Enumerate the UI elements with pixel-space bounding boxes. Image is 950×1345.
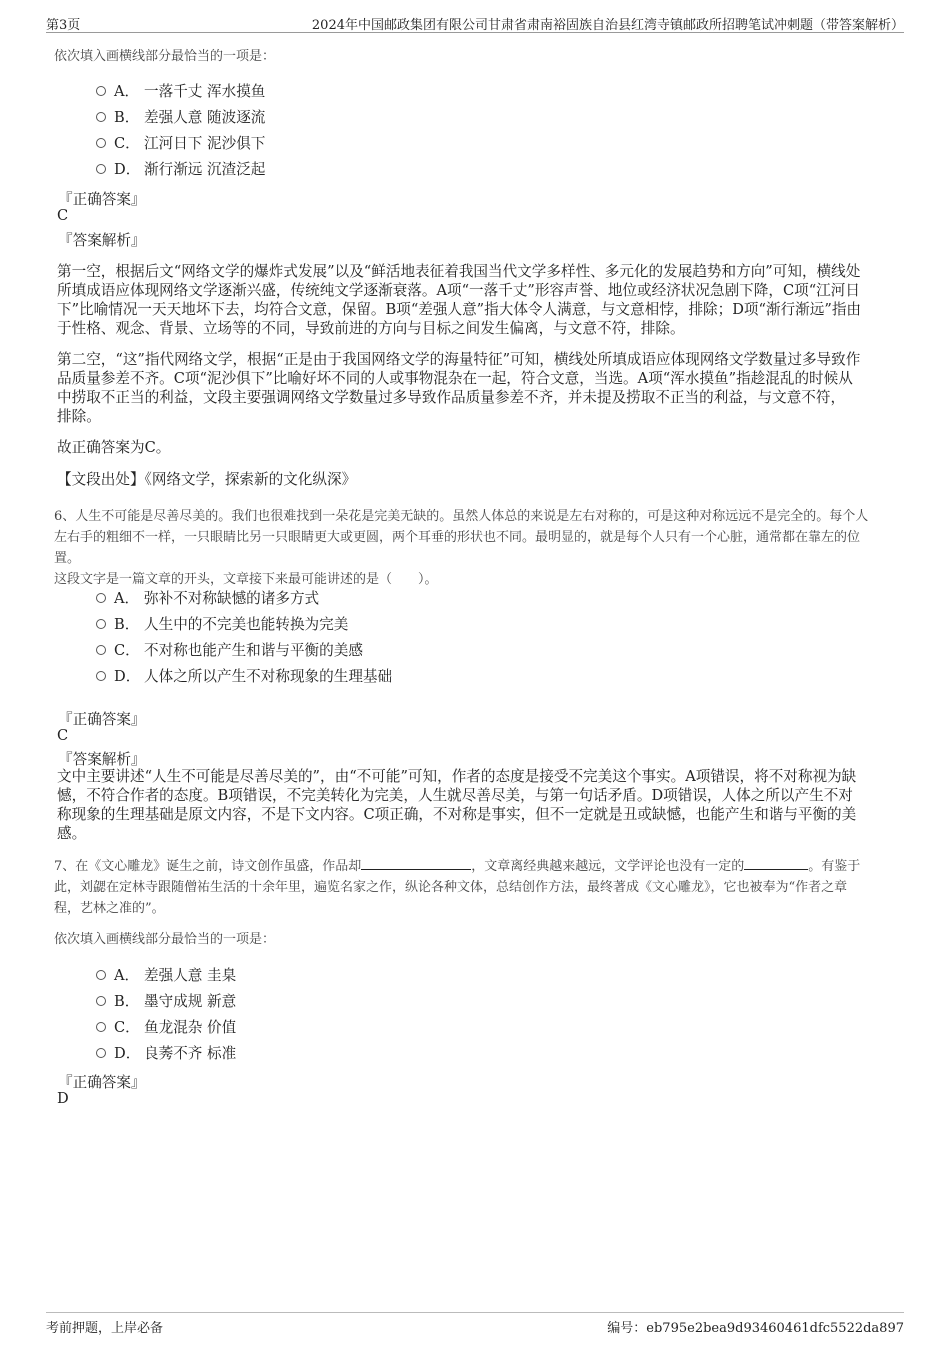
q6-answer: C [57, 727, 69, 744]
document-title: 2024年中国邮政集团有限公司甘肃省肃南裕固族自治县红湾寺镇邮政所招聘笔试冲刺题（带答案解析） [311, 18, 904, 33]
radio-icon[interactable] [96, 996, 106, 1006]
q6-analysis: 文中主要讲述“人生不可能是尽善尽美的”，由“不可能”可知，作者的态度是接受不完美这个事实。A项错误，将不对称视为缺 憾，不符合作者的态度。B项错误，不完美转化为完美，人生就尽善尽美，与第一句话矛盾。D项错误，人体之所以产生不对 称现象的生理基础是原文内容，不是下文内容。C项正确，不对称是事实，但不一定就是丑或缺憾，也能产生和谐与平衡的美 感。 [57, 768, 857, 842]
q7-answer: D [57, 1090, 69, 1107]
q5-answer-label: 『正确答案』 [58, 191, 146, 208]
q7-option-a[interactable]: A． 差强人意 圭臬 [96, 965, 236, 987]
q7-option-c[interactable]: C． 鱼龙混杂 价值 [96, 1017, 236, 1039]
radio-icon[interactable] [96, 619, 106, 629]
q5-analysis-p2: 第二空，“这”指代网络文学，根据“正是由于我国网络文学的海量特征”可知，横线处所填成语应体现网络文学数量过多导致作 品质量参差不齐。C项“泥沙俱下”比喻好坏不同的人或事物混杂在一起，符合文意，当选。A项“浑水摸鱼”指趁混乱的时候从 中捞取不正当的利益，文段主要强调网络文学数量过多导致作品质量参差不齐，并未提及捞取不正当的利益，与文意不符， 排除。 [57, 351, 861, 425]
q7-prompt: 依次填入画横线部分最恰当的一项是： [54, 932, 276, 947]
footer-slogan: 考前押题，上岸必备 [46, 1321, 164, 1336]
page-number: 第3页 [46, 18, 81, 33]
q6-option-c[interactable]: C． 不对称也能产生和谐与平衡的美感 [96, 640, 363, 662]
q7-option-b[interactable]: B． 墨守成规 新意 [96, 991, 236, 1013]
radio-icon[interactable] [96, 593, 106, 603]
q5-analysis-p1: 第一空，根据后文“网络文学的爆炸式发展”以及“鲜活地表征着我国当代文学多样性、多元化的发展趋势和方向”可知，横线处 所填成语应体现网络文学逐渐兴盛，传统纯文学逐渐衰落。A项“一落千丈”形容声誉、地位或经济状况急剧下降，C项“江河日 下”比喻情况一天天地坏下去，均符合文意，保留。B项“差强人意”指大体令人满意，与文意相悖，排除；D项“渐行渐远”指由 于性格、观念、背景、立场等的不同，导致前进的方向与目标之间发生偏离，与文意不符，排除。 [57, 263, 862, 337]
q5-analysis-label: 『答案解析』 [58, 232, 146, 249]
page-header [46, 12, 904, 33]
document-id: 编号：eb795e2bea9d93460461dfc5522da897 [607, 1321, 904, 1336]
radio-icon[interactable] [96, 970, 106, 980]
q5-conclusion: 故正确答案为C。 [57, 439, 171, 456]
radio-icon[interactable] [96, 138, 106, 148]
q6-option-b[interactable]: B． 人生中的不完美也能转换为完美 [96, 614, 348, 636]
radio-icon[interactable] [96, 86, 106, 96]
radio-icon[interactable] [96, 1022, 106, 1032]
radio-icon[interactable] [96, 645, 106, 655]
q7-answer-label: 『正确答案』 [58, 1074, 146, 1091]
fill-blank-2 [744, 857, 808, 870]
q5-answer: C [57, 207, 69, 224]
page-footer [46, 1312, 904, 1336]
q6-option-a[interactable]: A． 弥补不对称缺憾的诸多方式 [96, 588, 319, 610]
q5-option-b[interactable]: B． 差强人意 随波逐流 [96, 107, 265, 129]
q5-option-d[interactable]: D． 渐行渐远 沉渣泛起 [96, 159, 265, 181]
q7-option-d[interactable]: D． 良莠不齐 标准 [96, 1043, 236, 1065]
q7-stem: 7、在《文心雕龙》诞生之前，诗文创作虽盛，作品却 ，文章离经典越来越远，文学评论也没有一定的 。有鉴于 此，刘勰在定林寺跟随僧祐生活的十余年里，遍览名家之作，纵论各种文体，总结创作方法，最终著成《文心雕龙》，它也被奉为“作者之章 程，艺林之准的”。 [54, 859, 861, 916]
q6-answer-label: 『正确答案』 [58, 711, 146, 728]
q6-option-d[interactable]: D． 人体之所以产生不对称现象的生理基础 [96, 666, 392, 688]
q5-option-c[interactable]: C． 江河日下 泥沙俱下 [96, 133, 265, 155]
q5-option-a[interactable]: A． 一落千丈 浑水摸鱼 [96, 81, 265, 103]
fill-blank-1 [361, 857, 471, 870]
radio-icon[interactable] [96, 164, 106, 174]
radio-icon[interactable] [96, 112, 106, 122]
q6-stem: 6、人生不可能是尽善尽美的。我们也很难找到一朵花是完美无缺的。虽然人体总的来说是左右对称的，可是这种对称远远不是完全的。每个人 左右手的粗细不一样，一只眼睛比另一只眼睛更大或更圆，两个耳垂的形状也不同。最明显的，就是每个人只有一个心脏，通常都在靠左的位 置。 这段文字是一篇文章的开头，文章接下来最可能讲述的是（ ）。 [54, 509, 869, 587]
radio-icon[interactable] [96, 1048, 106, 1058]
q5-prompt: 依次填入画横线部分最恰当的一项是： [54, 49, 276, 64]
q6-analysis-label: 『答案解析』 [58, 751, 146, 768]
radio-icon[interactable] [96, 671, 106, 681]
q5-source: 【文段出处】《网络文学，探索新的文化纵深》 [57, 471, 357, 488]
